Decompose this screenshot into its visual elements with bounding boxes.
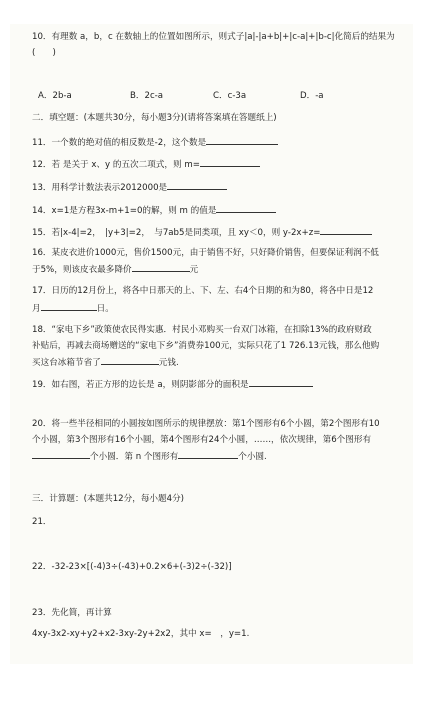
q20-answer-blank-1	[32, 450, 90, 459]
q13-answer-blank	[167, 181, 227, 190]
q19-text: 19．如右图，若正方形的边长是 a，则阴影部分的面积是	[32, 380, 249, 390]
q11	[32, 136, 278, 149]
q10-option-a: A．2b-a	[38, 91, 72, 101]
q20-answer-blank-2	[178, 450, 238, 459]
q11-answer-blank	[206, 136, 278, 145]
q10-option-b: B．2c-a	[130, 91, 164, 101]
q23-line1: 23．先化简，再计算	[32, 608, 112, 618]
section-3-heading: 三．计算题：(本题共12分，每小题4分)	[32, 494, 185, 504]
q16-line2-text: 于5%，则该皮衣最多降价	[32, 265, 132, 275]
q14-text: 14．x=1是方程3x-m+1=0的解，则 m 的值是	[32, 206, 217, 216]
q16-answer-blank	[132, 263, 190, 272]
q16-line1: 16．某皮衣进价1000元，售价1500元，由于销售不好，只好降价销售，但要保证利润不低	[32, 248, 379, 258]
q17-month: 月	[32, 304, 41, 314]
q23-line2: 4xy-3x2-xy+y2+x2-3xy-2y+2x2，其中 x= ，y=1.	[32, 629, 250, 639]
q17-line2	[32, 302, 114, 315]
q15-answer-blank	[320, 226, 372, 235]
q19-answer-blank	[249, 378, 313, 387]
q14-answer-blank	[216, 204, 276, 213]
q10-option-c: C．c-3a	[213, 91, 247, 101]
q20-line3	[32, 450, 267, 463]
q20-line3-text: 个小圆．第 n 个图形有	[90, 452, 179, 462]
q12-answer-blank	[200, 158, 260, 167]
q18-line1: 18．“家电下乡”政策使农民得实惠．村民小邓购买一台双门冰箱，在扣除13%的政府财政	[32, 325, 372, 335]
q10-option-d: D．-a	[300, 91, 324, 101]
q15-text: 15．若|x-4|=2， |y+3|=2， 与7ab5是同类项，且 xy＜0，则 y-2x+z=	[32, 228, 321, 238]
q19	[32, 378, 313, 391]
q16-line2	[32, 263, 198, 276]
q11-text: 11．一个数的绝对值的相反数是-2，这个数是	[32, 138, 207, 148]
q17-day: 日。	[96, 304, 114, 314]
q12-text: 12．若 是关于 x、y 的五次二项式，则 m=	[32, 160, 200, 170]
q22: 22．-32-23×[(-4)3÷(-43)+0.2×6+(-3)2÷(-32)]	[32, 562, 232, 572]
q15	[32, 226, 372, 239]
q14	[32, 204, 276, 217]
q13	[32, 181, 227, 194]
q18-line3-text: 买这台冰箱节省了	[32, 358, 101, 368]
q20-line1: 20．将一些半径相同的小圆按如图所示的规律摆放：第1个图形有6个小圆，第2个图形有10	[32, 419, 380, 429]
section-2-heading: 二．填空题：(本题共30分，每小题3分)(请将答案填在答题纸上)	[32, 113, 277, 123]
q18-unit: 元钱.	[158, 358, 179, 368]
q18-answer-blank	[101, 356, 159, 365]
q10-line2: ( )	[32, 48, 56, 58]
q18-line3	[32, 356, 179, 369]
q12	[32, 158, 260, 171]
q13-text: 13．用科学计数法表示2012000是	[32, 183, 168, 193]
q17-line1: 17．日历的12月份上，将各中日那天的上、下、左、右4个日期的和为80，将各中日是12	[32, 286, 374, 296]
exam-page	[10, 24, 413, 664]
q18-line2: 补贴后，再减去商场赠送的“家电下乡”消费券100元，实际只花了1 726.13元钱，那么他购	[32, 341, 380, 351]
q21: 21．	[32, 517, 52, 527]
q20-line2: 个小圆，第3个图形有16个小圆，第4个图形有24个小圆，……，依次规律，第6个图形有	[32, 435, 372, 445]
q17-answer-blank	[41, 302, 97, 311]
q10-line1: 10．有理数 a，b，c 在数轴上的位置如图所示，则式子|a|-|a+b|+|c-a|+|b-c|化简后的结果为	[32, 32, 395, 42]
q16-unit: 元	[189, 265, 199, 275]
q20-unit: 个小圆.	[238, 452, 267, 462]
